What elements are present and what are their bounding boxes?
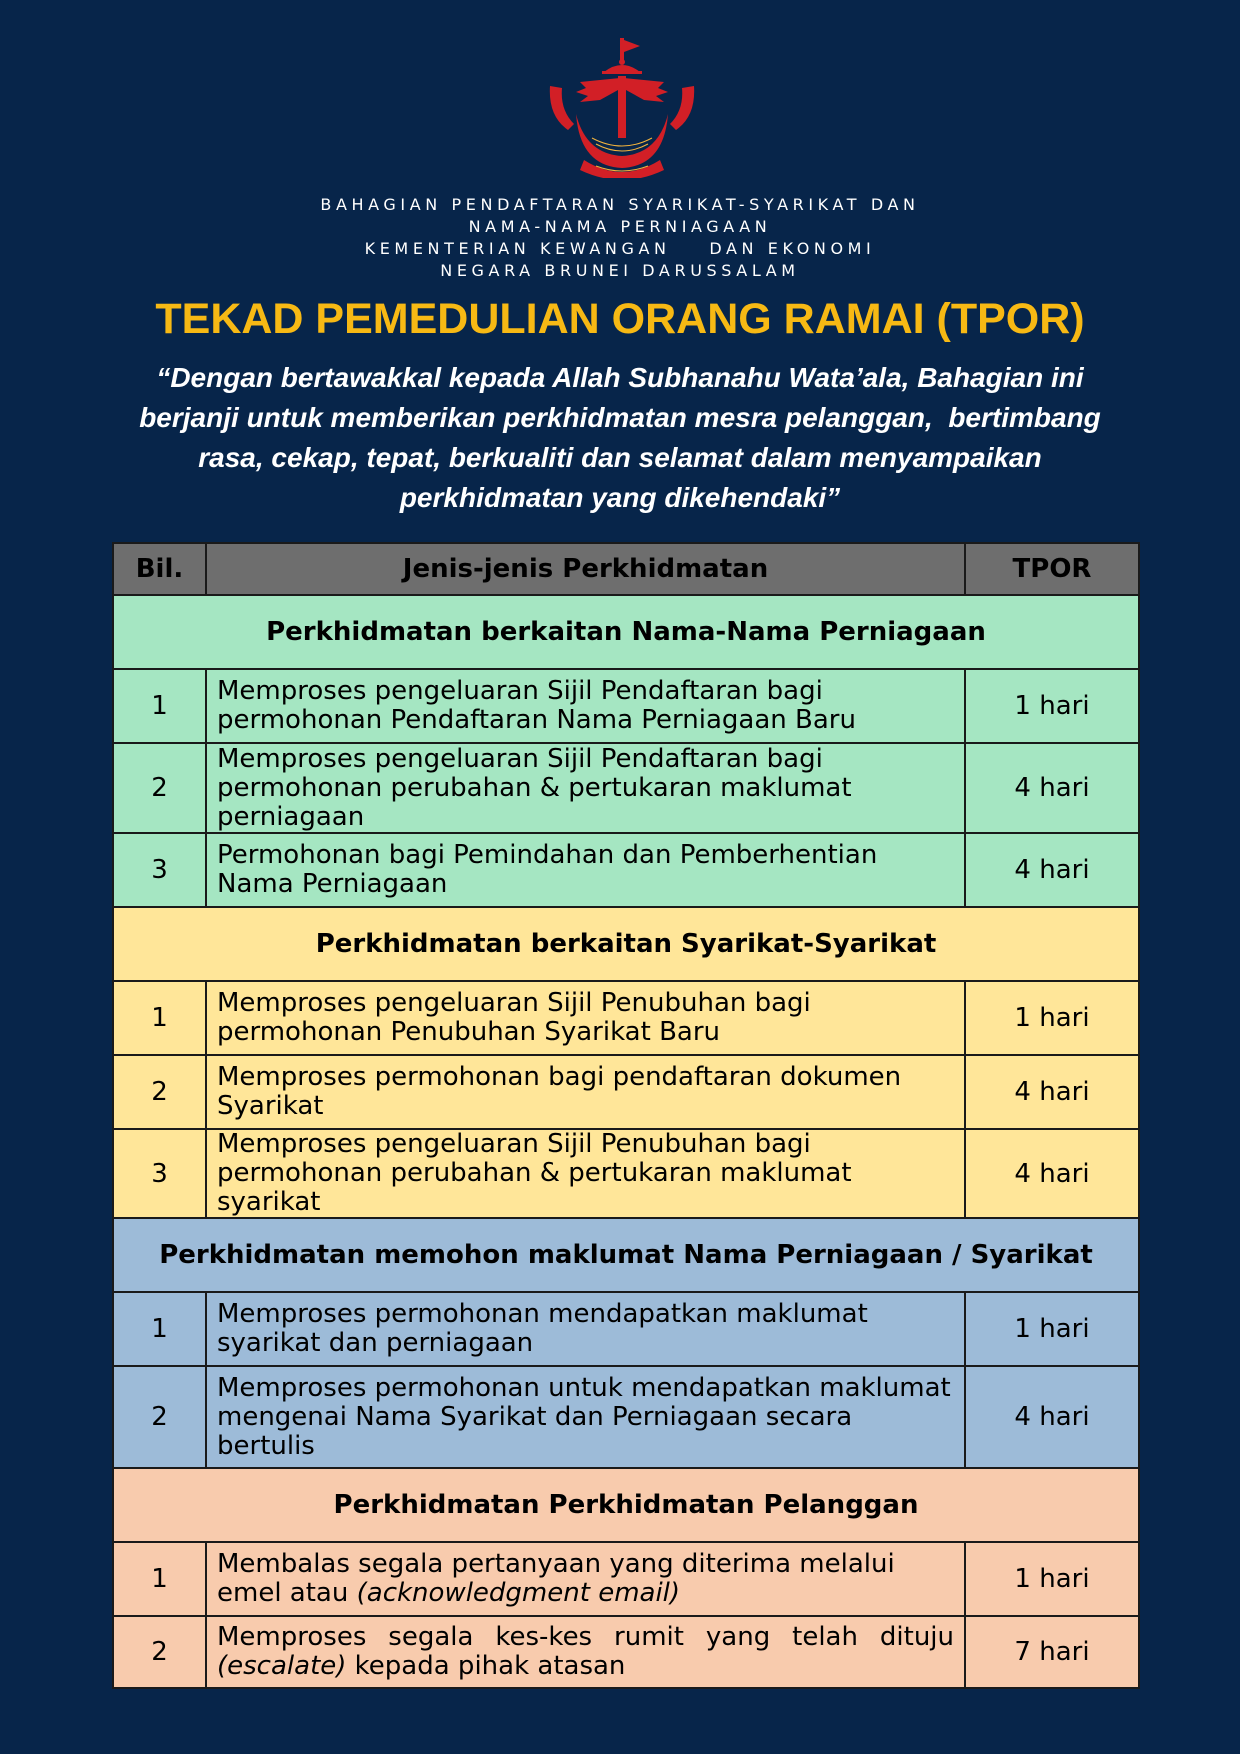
table-header-row	[113, 543, 1139, 595]
service-table	[112, 542, 1140, 1689]
description-text: kepada pihak atasan	[354, 1651, 626, 1681]
section-header-row	[113, 907, 1139, 981]
pledge-line: perkhidmatan yang dikehendaki”	[399, 482, 841, 513]
section-title: Perkhidmatan Perkhidmatan Pelanggan	[113, 1468, 1139, 1542]
column-header-tpor: TPOR	[965, 543, 1139, 595]
description-text: Memproses segala kes-kes rumit yang telah dituju	[217, 1622, 954, 1652]
section-header-row	[113, 595, 1139, 669]
service-duration: 4 hari	[965, 1366, 1139, 1468]
table-row	[113, 1129, 1139, 1218]
agency-name-line1: BAHAGIAN PENDAFTARAN SYARIKAT-SYARIKAT DAN	[320, 195, 920, 214]
table-row	[113, 833, 1139, 907]
page-title: TEKAD PEMEDULIAN ORANG RAMAI (TPOR)	[155, 295, 1085, 343]
table-row	[113, 1292, 1139, 1366]
table-row	[113, 981, 1139, 1055]
service-description: Memproses pengeluaran Sijil Penubuhan bagi permohonan perubahan & pertukaran maklumat syarikat	[206, 1129, 965, 1218]
row-number: 1	[113, 1542, 206, 1616]
pledge-line: rasa, cekap, tepat, berkualiti dan selamat dalam menyampaikan	[198, 442, 1042, 473]
service-duration: 4 hari	[965, 833, 1139, 907]
table-row	[113, 1542, 1139, 1616]
pledge-line: “Dengan bertawakkal kepada Allah Subhanahu Wata’ala, Bahagian ini	[156, 362, 1084, 393]
section-title: Perkhidmatan berkaitan Nama-Nama Perniagaan	[113, 595, 1139, 669]
ministry-name: KEMENTERIAN KEWANGAN DAN EKONOMI	[364, 239, 876, 258]
pledge-line: berjanji untuk memberikan perkhidmatan mesra pelanggan, bertimbang	[139, 402, 1101, 433]
table-row	[113, 1366, 1139, 1468]
row-number: 3	[113, 833, 206, 907]
service-description: Memproses permohonan untuk mendapatkan maklumat mengenai Nama Syarikat dan Perniagaan secara bertulis	[206, 1366, 965, 1468]
description-italic-term: (acknowledgment email)	[356, 1578, 681, 1608]
table-row	[113, 1055, 1139, 1129]
service-duration: 1 hari	[965, 1292, 1139, 1366]
row-number: 1	[113, 1292, 206, 1366]
section-title: Perkhidmatan berkaitan Syarikat-Syarikat	[113, 907, 1139, 981]
row-number: 1	[113, 981, 206, 1055]
service-duration: 4 hari	[965, 1055, 1139, 1129]
row-number: 1	[113, 669, 206, 743]
country-name: NEGARA BRUNEI DARUSSALAM	[440, 261, 800, 280]
row-number: 2	[113, 1055, 206, 1129]
row-number: 3	[113, 1129, 206, 1218]
service-duration: 4 hari	[965, 743, 1139, 833]
service-duration: 1 hari	[965, 981, 1139, 1055]
section-header-row	[113, 1218, 1139, 1292]
description-italic-term: (escalate)	[217, 1651, 347, 1681]
service-description	[206, 1616, 965, 1688]
service-description	[206, 1542, 965, 1616]
service-duration: 7 hari	[965, 1616, 1139, 1688]
brunei-crest-icon	[540, 38, 704, 178]
column-header-service: Jenis-jenis Perkhidmatan	[206, 543, 965, 595]
row-number: 2	[113, 1366, 206, 1468]
service-duration: 4 hari	[965, 1129, 1139, 1218]
service-duration: 1 hari	[965, 669, 1139, 743]
service-duration: 1 hari	[965, 1542, 1139, 1616]
row-number: 2	[113, 743, 206, 833]
table-row	[113, 669, 1139, 743]
service-description: Memproses permohonan bagi pendaftaran dokumen Syarikat	[206, 1055, 965, 1129]
service-description: Memproses pengeluaran Sijil Penubuhan bagi permohonan Penubuhan Syarikat Baru	[206, 981, 965, 1055]
pledge-text	[70, 358, 1170, 518]
service-description: Memproses permohonan mendapatkan maklumat syarikat dan perniagaan	[206, 1292, 965, 1366]
table-row	[113, 743, 1139, 833]
row-number: 2	[113, 1616, 206, 1688]
section-title: Perkhidmatan memohon maklumat Nama Perniagaan / Syarikat	[113, 1218, 1139, 1292]
table-row	[113, 1616, 1139, 1688]
section-header-row	[113, 1468, 1139, 1542]
column-header-number: Bil.	[113, 543, 206, 595]
description-text: Membalas segala pertanyaan yang diterima melalui emel atau	[217, 1549, 895, 1608]
service-description: Memproses pengeluaran Sijil Pendaftaran bagi permohonan perubahan & pertukaran maklumat perniagaan	[206, 743, 965, 833]
service-description: Permohonan bagi Pemindahan dan Pemberhentian Nama Perniagaan	[206, 833, 965, 907]
agency-name-line2: NAMA-NAMA PERNIAGAAN	[468, 217, 772, 236]
service-description: Memproses pengeluaran Sijil Pendaftaran bagi permohonan Pendaftaran Nama Perniagaan Baru	[206, 669, 965, 743]
